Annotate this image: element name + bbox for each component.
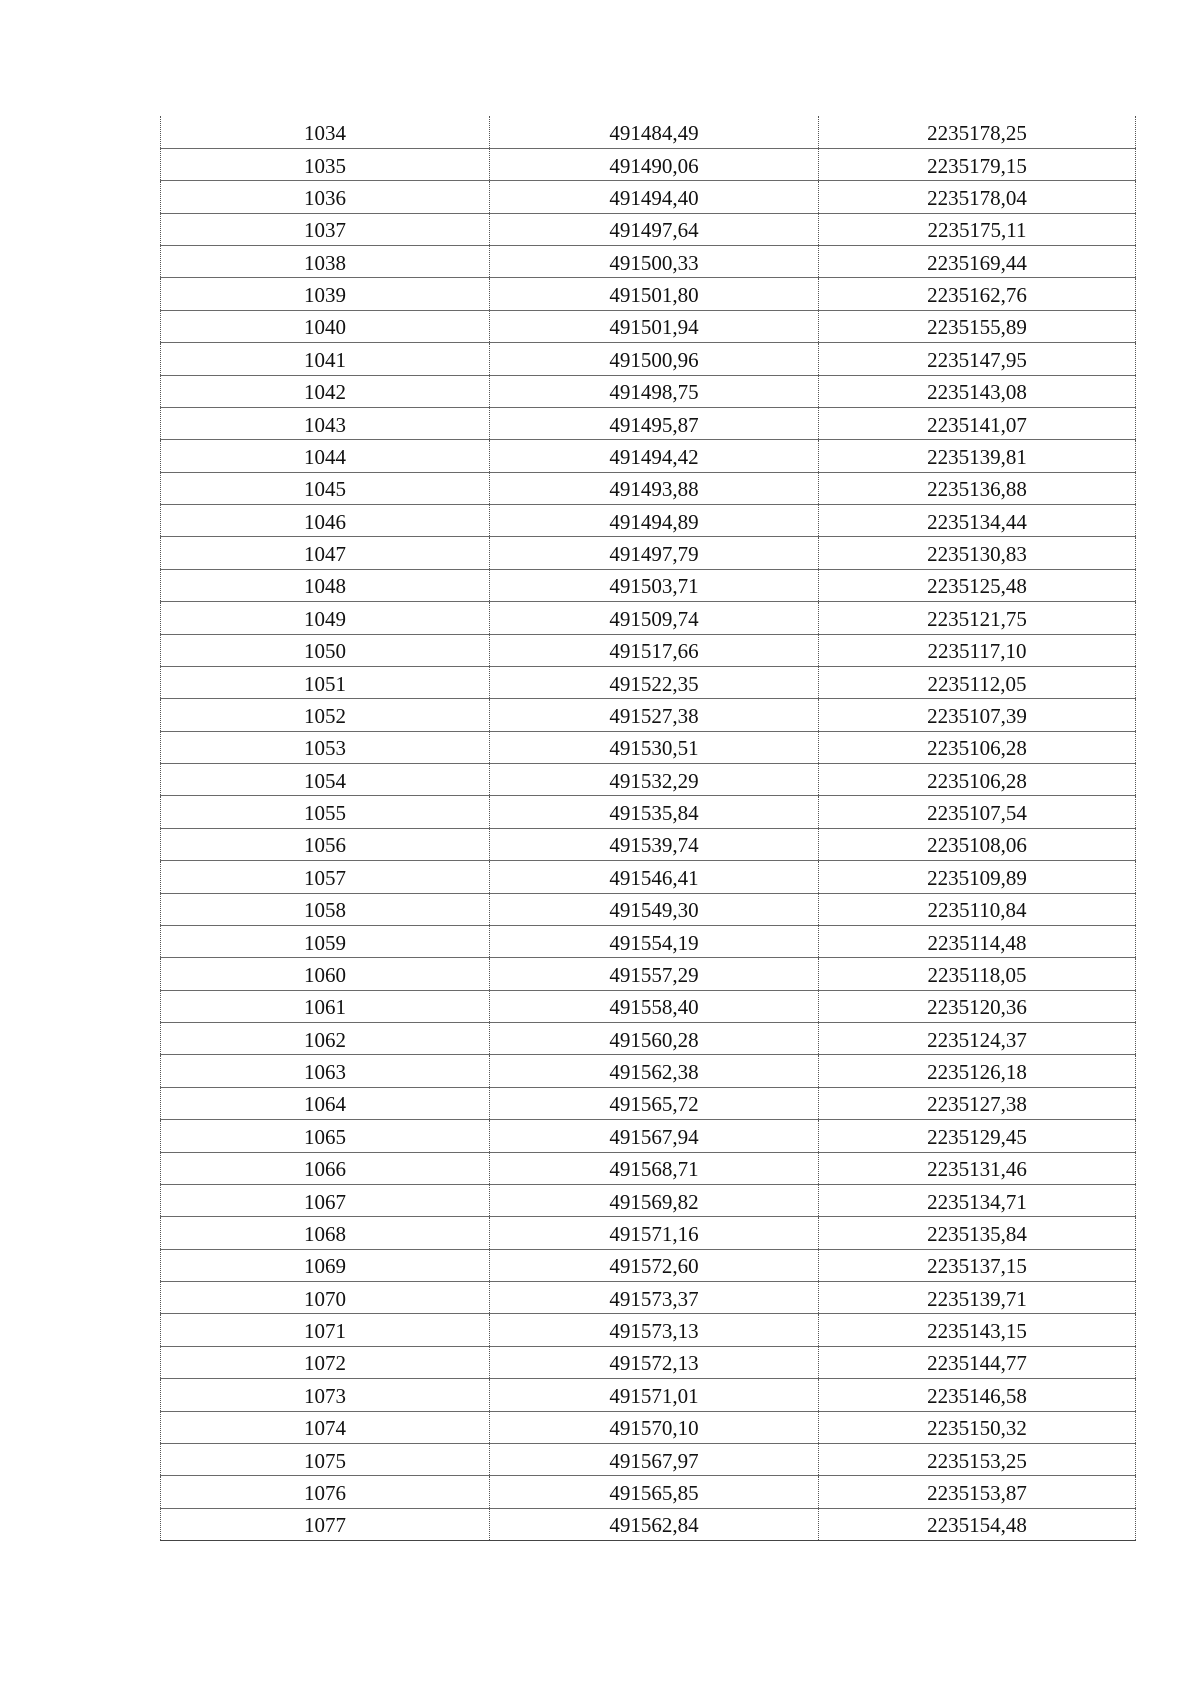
y-coordinate-cell: 2235114,48	[819, 925, 1136, 957]
table-row	[161, 764, 1136, 796]
x-coordinate-cell: 491500,96	[490, 343, 819, 375]
table-row	[161, 828, 1136, 860]
table-row	[161, 990, 1136, 1022]
point-number-cell: 1065	[161, 1120, 490, 1152]
table-row	[161, 796, 1136, 828]
y-coordinate-cell: 2235154,48	[819, 1508, 1136, 1540]
point-number-cell: 1063	[161, 1055, 490, 1087]
x-coordinate-cell: 491535,84	[490, 796, 819, 828]
table-row	[161, 893, 1136, 925]
y-coordinate-cell: 2235118,05	[819, 958, 1136, 990]
point-number-cell: 1052	[161, 699, 490, 731]
y-coordinate-cell: 2235141,07	[819, 407, 1136, 439]
y-coordinate-cell: 2235134,44	[819, 505, 1136, 537]
x-coordinate-cell: 491500,33	[490, 246, 819, 278]
point-number-cell: 1048	[161, 569, 490, 601]
table-row	[161, 1120, 1136, 1152]
y-coordinate-cell: 2235110,84	[819, 893, 1136, 925]
x-coordinate-cell: 491573,13	[490, 1314, 819, 1346]
point-number-cell: 1055	[161, 796, 490, 828]
point-number-cell: 1057	[161, 861, 490, 893]
coordinates-table-body	[161, 116, 1136, 1541]
point-number-cell: 1060	[161, 958, 490, 990]
y-coordinate-cell: 2235136,88	[819, 472, 1136, 504]
x-coordinate-cell: 491532,29	[490, 764, 819, 796]
table-row	[161, 1184, 1136, 1216]
x-coordinate-cell: 491494,89	[490, 505, 819, 537]
point-number-cell: 1070	[161, 1282, 490, 1314]
point-number-cell: 1043	[161, 407, 490, 439]
point-number-cell: 1077	[161, 1508, 490, 1540]
x-coordinate-cell: 491570,10	[490, 1411, 819, 1443]
y-coordinate-cell: 2235107,54	[819, 796, 1136, 828]
y-coordinate-cell: 2235129,45	[819, 1120, 1136, 1152]
table-row	[161, 1249, 1136, 1281]
point-number-cell: 1051	[161, 666, 490, 698]
x-coordinate-cell: 491572,60	[490, 1249, 819, 1281]
x-coordinate-cell: 491562,84	[490, 1508, 819, 1540]
point-number-cell: 1038	[161, 246, 490, 278]
table-row	[161, 925, 1136, 957]
point-number-cell: 1045	[161, 472, 490, 504]
x-coordinate-cell: 491571,01	[490, 1379, 819, 1411]
point-number-cell: 1071	[161, 1314, 490, 1346]
x-coordinate-cell: 491503,71	[490, 569, 819, 601]
table-row	[161, 213, 1136, 245]
x-coordinate-cell: 491560,28	[490, 1023, 819, 1055]
y-coordinate-cell: 2235125,48	[819, 569, 1136, 601]
x-coordinate-cell: 491565,85	[490, 1476, 819, 1508]
point-number-cell: 1066	[161, 1152, 490, 1184]
x-coordinate-cell: 491490,06	[490, 148, 819, 180]
table-row	[161, 310, 1136, 342]
y-coordinate-cell: 2235130,83	[819, 537, 1136, 569]
x-coordinate-cell: 491501,80	[490, 278, 819, 310]
table-row	[161, 440, 1136, 472]
x-coordinate-cell: 491546,41	[490, 861, 819, 893]
y-coordinate-cell: 2235147,95	[819, 343, 1136, 375]
coordinates-table	[160, 116, 1136, 1541]
x-coordinate-cell: 491493,88	[490, 472, 819, 504]
point-number-cell: 1035	[161, 148, 490, 180]
x-coordinate-cell: 491571,16	[490, 1217, 819, 1249]
point-number-cell: 1037	[161, 213, 490, 245]
point-number-cell: 1073	[161, 1379, 490, 1411]
x-coordinate-cell: 491565,72	[490, 1087, 819, 1119]
y-coordinate-cell: 2235117,10	[819, 634, 1136, 666]
point-number-cell: 1061	[161, 990, 490, 1022]
y-coordinate-cell: 2235144,77	[819, 1346, 1136, 1378]
table-row	[161, 1087, 1136, 1119]
x-coordinate-cell: 491494,40	[490, 181, 819, 213]
table-row	[161, 569, 1136, 601]
y-coordinate-cell: 2235107,39	[819, 699, 1136, 731]
point-number-cell: 1059	[161, 925, 490, 957]
table-row	[161, 1023, 1136, 1055]
table-row	[161, 1443, 1136, 1475]
point-number-cell: 1054	[161, 764, 490, 796]
point-number-cell: 1047	[161, 537, 490, 569]
y-coordinate-cell: 2235135,84	[819, 1217, 1136, 1249]
point-number-cell: 1049	[161, 602, 490, 634]
x-coordinate-cell: 491501,94	[490, 310, 819, 342]
point-number-cell: 1068	[161, 1217, 490, 1249]
y-coordinate-cell: 2235106,28	[819, 731, 1136, 763]
y-coordinate-cell: 2235108,06	[819, 828, 1136, 860]
table-row	[161, 375, 1136, 407]
table-row	[161, 634, 1136, 666]
x-coordinate-cell: 491522,35	[490, 666, 819, 698]
x-coordinate-cell: 491549,30	[490, 893, 819, 925]
point-number-cell: 1072	[161, 1346, 490, 1378]
x-coordinate-cell: 491567,97	[490, 1443, 819, 1475]
table-row	[161, 958, 1136, 990]
point-number-cell: 1036	[161, 181, 490, 213]
table-row	[161, 602, 1136, 634]
table-row	[161, 148, 1136, 180]
table-row	[161, 1346, 1136, 1378]
x-coordinate-cell: 491527,38	[490, 699, 819, 731]
x-coordinate-cell: 491569,82	[490, 1184, 819, 1216]
y-coordinate-cell: 2235109,89	[819, 861, 1136, 893]
point-number-cell: 1041	[161, 343, 490, 375]
point-number-cell: 1067	[161, 1184, 490, 1216]
y-coordinate-cell: 2235143,08	[819, 375, 1136, 407]
y-coordinate-cell: 2235143,15	[819, 1314, 1136, 1346]
table-row	[161, 666, 1136, 698]
y-coordinate-cell: 2235178,04	[819, 181, 1136, 213]
y-coordinate-cell: 2235126,18	[819, 1055, 1136, 1087]
y-coordinate-cell: 2235124,37	[819, 1023, 1136, 1055]
point-number-cell: 1064	[161, 1087, 490, 1119]
point-number-cell: 1076	[161, 1476, 490, 1508]
x-coordinate-cell: 491498,75	[490, 375, 819, 407]
y-coordinate-cell: 2235178,25	[819, 116, 1136, 148]
table-row	[161, 1411, 1136, 1443]
y-coordinate-cell: 2235150,32	[819, 1411, 1136, 1443]
table-row	[161, 1055, 1136, 1087]
y-coordinate-cell: 2235169,44	[819, 246, 1136, 278]
x-coordinate-cell: 491530,51	[490, 731, 819, 763]
y-coordinate-cell: 2235127,38	[819, 1087, 1136, 1119]
x-coordinate-cell: 491568,71	[490, 1152, 819, 1184]
y-coordinate-cell: 2235106,28	[819, 764, 1136, 796]
x-coordinate-cell: 491517,66	[490, 634, 819, 666]
table-row	[161, 1217, 1136, 1249]
x-coordinate-cell: 491497,79	[490, 537, 819, 569]
x-coordinate-cell: 491497,64	[490, 213, 819, 245]
table-row	[161, 472, 1136, 504]
point-number-cell: 1058	[161, 893, 490, 925]
x-coordinate-cell: 491484,49	[490, 116, 819, 148]
table-row	[161, 246, 1136, 278]
point-number-cell: 1040	[161, 310, 490, 342]
table-row	[161, 1379, 1136, 1411]
x-coordinate-cell: 491557,29	[490, 958, 819, 990]
x-coordinate-cell: 491495,87	[490, 407, 819, 439]
y-coordinate-cell: 2235179,15	[819, 148, 1136, 180]
point-number-cell: 1056	[161, 828, 490, 860]
table-row	[161, 861, 1136, 893]
y-coordinate-cell: 2235134,71	[819, 1184, 1136, 1216]
x-coordinate-cell: 491558,40	[490, 990, 819, 1022]
y-coordinate-cell: 2235120,36	[819, 990, 1136, 1022]
y-coordinate-cell: 2235175,11	[819, 213, 1136, 245]
point-number-cell: 1075	[161, 1443, 490, 1475]
y-coordinate-cell: 2235139,81	[819, 440, 1136, 472]
x-coordinate-cell: 491554,19	[490, 925, 819, 957]
point-number-cell: 1039	[161, 278, 490, 310]
point-number-cell: 1069	[161, 1249, 490, 1281]
x-coordinate-cell: 491562,38	[490, 1055, 819, 1087]
point-number-cell: 1062	[161, 1023, 490, 1055]
table-row	[161, 278, 1136, 310]
table-row	[161, 1508, 1136, 1540]
x-coordinate-cell: 491494,42	[490, 440, 819, 472]
y-coordinate-cell: 2235131,46	[819, 1152, 1136, 1184]
y-coordinate-cell: 2235137,15	[819, 1249, 1136, 1281]
x-coordinate-cell: 491509,74	[490, 602, 819, 634]
point-number-cell: 1034	[161, 116, 490, 148]
x-coordinate-cell: 491572,13	[490, 1346, 819, 1378]
point-number-cell: 1044	[161, 440, 490, 472]
y-coordinate-cell: 2235146,58	[819, 1379, 1136, 1411]
table-row	[161, 1314, 1136, 1346]
point-number-cell: 1074	[161, 1411, 490, 1443]
table-row	[161, 699, 1136, 731]
x-coordinate-cell: 491567,94	[490, 1120, 819, 1152]
y-coordinate-cell: 2235153,87	[819, 1476, 1136, 1508]
point-number-cell: 1042	[161, 375, 490, 407]
table-row	[161, 116, 1136, 148]
table-row	[161, 407, 1136, 439]
table-row	[161, 181, 1136, 213]
table-row	[161, 1282, 1136, 1314]
table-row	[161, 505, 1136, 537]
y-coordinate-cell: 2235153,25	[819, 1443, 1136, 1475]
table-row	[161, 731, 1136, 763]
x-coordinate-cell: 491573,37	[490, 1282, 819, 1314]
y-coordinate-cell: 2235121,75	[819, 602, 1136, 634]
y-coordinate-cell: 2235139,71	[819, 1282, 1136, 1314]
y-coordinate-cell: 2235162,76	[819, 278, 1136, 310]
y-coordinate-cell: 2235155,89	[819, 310, 1136, 342]
table-row	[161, 1476, 1136, 1508]
y-coordinate-cell: 2235112,05	[819, 666, 1136, 698]
table-row	[161, 537, 1136, 569]
table-row	[161, 1152, 1136, 1184]
table-row	[161, 343, 1136, 375]
point-number-cell: 1046	[161, 505, 490, 537]
x-coordinate-cell: 491539,74	[490, 828, 819, 860]
point-number-cell: 1050	[161, 634, 490, 666]
point-number-cell: 1053	[161, 731, 490, 763]
